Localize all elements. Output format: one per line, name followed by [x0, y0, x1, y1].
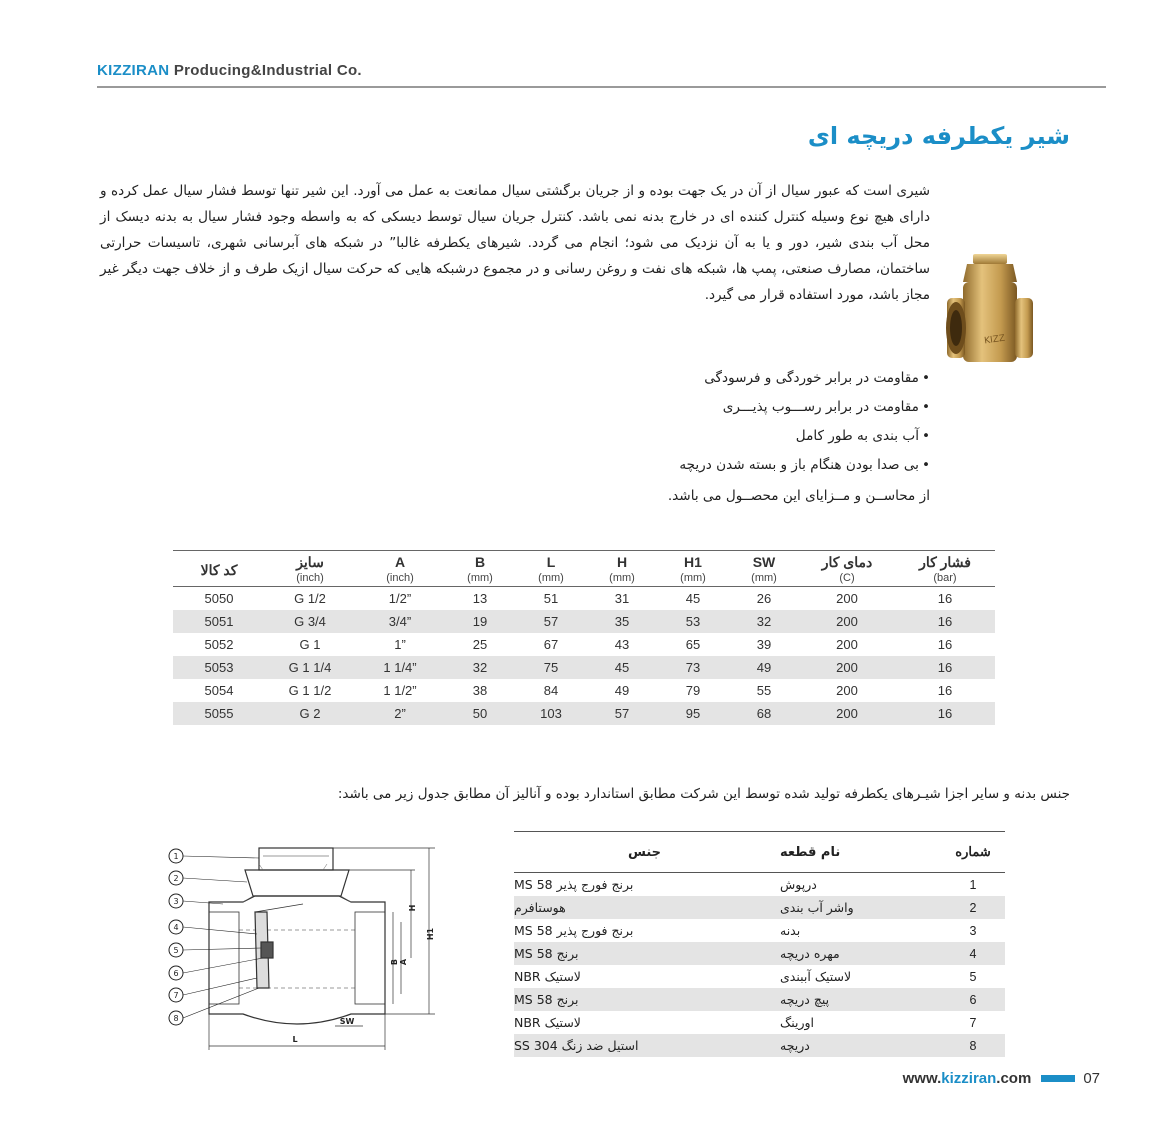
- page-footer: [903, 1070, 1100, 1087]
- table-cell: 200: [836, 683, 858, 698]
- callout-1: [169, 849, 259, 863]
- header-unit: (mm): [751, 572, 777, 584]
- table-cell: 5053: [173, 656, 265, 679]
- part-name: مهره دریچه: [776, 942, 941, 965]
- table-cell: 103: [515, 702, 587, 725]
- part-name: درپوش: [780, 877, 817, 892]
- table-cell: 57: [587, 702, 657, 725]
- feature-item: • مقاومت در برابر خوردگی و فرسودگی: [510, 364, 930, 393]
- url-prefix: www.: [902, 1070, 942, 1087]
- dim-sw-label: SW: [339, 1017, 355, 1026]
- table-row: [514, 988, 1005, 1011]
- part-name: واشر آب بندی: [776, 896, 941, 919]
- table-cell: 49: [729, 656, 799, 679]
- callout-5: [169, 943, 261, 957]
- header-unit: (C): [839, 572, 855, 584]
- table-cell: G 1 1/4: [265, 656, 355, 679]
- table-cell: 3/4”: [355, 610, 445, 633]
- header-label: دمای کار: [821, 554, 873, 570]
- part-number: 7: [969, 1015, 977, 1030]
- callout-number: 6: [173, 969, 179, 978]
- header-unit: (mm): [680, 572, 706, 584]
- dim-h1-label: H1: [426, 927, 435, 941]
- callout-number: 3: [173, 897, 179, 906]
- part-number: 2: [941, 896, 1005, 919]
- table-cell: 32: [445, 656, 515, 679]
- table-cell: 19: [445, 610, 515, 633]
- table-row: [173, 656, 995, 679]
- header-label: فشار کار: [919, 554, 971, 570]
- footer-accent-bar: [1041, 1075, 1075, 1082]
- col-header-size: [265, 551, 355, 587]
- parts-header-row: [514, 832, 1005, 873]
- col-header-a: [355, 551, 445, 587]
- table-cell: G 1 1/2: [288, 683, 332, 698]
- intro-paragraph: شیری است که عبور سیال از آن در یک جهت بوده و از جریان برگشتی سیال ممانعت به عمل می آورد. این شیر تنها توسط فشار سیال عمل کرده و دارای هیچ نوع وسیله کنترل کننده ای در خارج بدنه نمی باشد. کنترل جریان سیال توسط دیسکی که به واسطه وجود فشار سیال به بدنه دیسک از محل آب بندی شیر، دور و یا به آن نزدیک می شود؛ انجام می گردد. شیرهای یکطرفه غالبا” در شبکه های آبرسانی شهری، تاسیسات حرارتی ساختمان، مصارف صنعتی، پمپ ها، شبکه های نفت و روغن رسانی و در مجموع درشبکه هایی که حرکت سیال ازیک طرف و از خلاف جهت دیگر غیر مجاز باشد، مورد استفاده قرار می گیرد.: [100, 183, 930, 303]
- table-row: [173, 610, 995, 633]
- table-cell: 5054: [204, 683, 234, 698]
- col-header-h: [587, 551, 657, 587]
- col-header-material: جنس: [514, 832, 776, 873]
- table-row: [514, 942, 1005, 965]
- table-cell: 16: [937, 591, 953, 606]
- header-unit: (mm): [467, 572, 493, 584]
- col-header-l: [515, 551, 587, 587]
- table-cell: 200: [799, 610, 895, 633]
- callout-number: 8: [173, 1014, 179, 1023]
- feature-item: • بی صدا بودن هنگام باز و بسته شدن دریچه: [510, 451, 930, 480]
- table-cell: 39: [756, 637, 772, 652]
- table-cell: 79: [685, 683, 701, 698]
- table-cell: 75: [515, 656, 587, 679]
- table-cell: 95: [657, 702, 729, 725]
- table-cell: 200: [836, 637, 858, 652]
- table-cell: 57: [515, 610, 587, 633]
- table-cell: 26: [756, 591, 772, 606]
- table-row: [514, 896, 1005, 919]
- table-row: [514, 965, 1005, 988]
- table-cell: 16: [895, 656, 995, 679]
- table-cell: 1 1/4”: [355, 656, 445, 679]
- company-name: Producing&Industrial Co.: [169, 62, 362, 79]
- part-material: برنج فورج پذیر MS 58: [514, 923, 634, 938]
- table-cell: 16: [937, 637, 953, 652]
- header-label: کد کالا: [200, 562, 238, 578]
- feature-list: [510, 364, 930, 480]
- material-note: جنس بدنه و سایر اجزا شیـرهای یکطرفه تولید شده توسط این شرکت مطابق استاندارد بوده و آنالیز آن مطابق جدول زیر می باشد:: [337, 786, 1070, 802]
- table-cell: 1/2”: [388, 591, 412, 606]
- spec-table: [173, 550, 995, 725]
- part-material: لاستیک NBR: [514, 969, 581, 984]
- cap-outline: [259, 848, 333, 870]
- table-cell: 5055: [173, 702, 265, 725]
- col-header-part-name: نام قطعه: [776, 832, 941, 873]
- table-row: [173, 633, 995, 656]
- part-material: برنج فورج پذیر MS 58: [514, 877, 634, 892]
- part-name: پیچ دریچه: [776, 988, 941, 1011]
- part-number: 1: [969, 877, 977, 892]
- part-number: 8: [941, 1034, 1005, 1057]
- part-number: 5: [969, 969, 977, 984]
- svg-text:KIZZ: KIZZ: [983, 333, 1006, 347]
- table-row: [514, 1011, 1005, 1034]
- dim-b-label: B: [390, 958, 399, 966]
- brand-name: KIZZIRAN: [97, 62, 170, 79]
- company-header: [97, 62, 362, 79]
- col-header-number: شماره: [941, 832, 1005, 873]
- feature-item: • مقاومت در برابر رســـوب پذیـــری: [510, 393, 930, 422]
- callout-3: [169, 894, 223, 908]
- part-material: لاستیک NBR: [514, 1015, 581, 1030]
- dim-l-label: L: [292, 1035, 298, 1044]
- part-name: دریچه: [776, 1034, 941, 1057]
- table-cell: 5052: [204, 637, 234, 652]
- table-cell: 2”: [355, 702, 445, 725]
- table-row: [173, 702, 995, 725]
- table-cell: 51: [543, 591, 559, 606]
- url-brand: kizziran: [941, 1070, 997, 1087]
- part-number: 3: [969, 923, 977, 938]
- table-cell: 1 1/2”: [383, 683, 417, 698]
- table-cell: 32: [729, 610, 799, 633]
- table-cell: 200: [836, 591, 858, 606]
- table-cell: 200: [799, 702, 895, 725]
- part-material: برنج MS 58: [514, 988, 776, 1011]
- website-link[interactable]: [903, 1070, 1032, 1087]
- callout-number: 1: [173, 852, 179, 861]
- table-cell: 84: [543, 683, 559, 698]
- col-header-pressure: [895, 551, 995, 587]
- col-header-code: [173, 551, 265, 587]
- url-suffix: .com: [996, 1070, 1032, 1087]
- table-row: [514, 1034, 1005, 1057]
- table-cell: 68: [729, 702, 799, 725]
- table-cell: 43: [614, 637, 630, 652]
- col-header-b: [445, 551, 515, 587]
- table-cell: 67: [543, 637, 559, 652]
- table-cell: 5051: [173, 610, 265, 633]
- callout-2: [169, 871, 247, 885]
- part-name: اورینگ: [780, 1015, 814, 1030]
- part-material: هوستافرم: [514, 896, 776, 919]
- table-cell: 31: [614, 591, 630, 606]
- header-label: H1: [684, 554, 702, 570]
- parts-table: [514, 831, 1005, 1057]
- table-cell: 73: [657, 656, 729, 679]
- table-cell: 55: [756, 683, 772, 698]
- feature-item: • آب بندی به طور کامل: [510, 422, 930, 451]
- header-label: B: [474, 554, 486, 570]
- header-unit: (mm): [538, 572, 564, 584]
- header-label: L: [546, 554, 556, 570]
- bonnet-outline: [245, 870, 349, 896]
- callout-number: 5: [173, 946, 179, 955]
- table-cell: 38: [472, 683, 488, 698]
- valve-photo: [943, 250, 1035, 378]
- dim-a-label: A: [399, 958, 408, 966]
- callout-number: 2: [173, 874, 179, 883]
- part-number: 4: [941, 942, 1005, 965]
- table-cell: 16: [937, 683, 953, 698]
- callout-6: [169, 958, 263, 980]
- header-divider: [97, 86, 1106, 88]
- features-closing: از محاســن و مــزایای این محصــول می باشد.: [667, 488, 930, 504]
- page-number: 07: [1083, 1070, 1100, 1087]
- table-cell: 45: [587, 656, 657, 679]
- header-unit: (inch): [386, 572, 414, 584]
- table-cell: 65: [685, 637, 701, 652]
- table-cell: 16: [895, 702, 995, 725]
- table-cell: 13: [472, 591, 488, 606]
- table-cell: 53: [657, 610, 729, 633]
- table-cell: 200: [799, 656, 895, 679]
- part-material: برنج MS 58: [514, 942, 776, 965]
- header-label: SW: [752, 554, 776, 570]
- table-cell: 50: [445, 702, 515, 725]
- table-row: [173, 679, 995, 702]
- table-row: [514, 919, 1005, 942]
- header-label: سایز: [296, 554, 324, 570]
- part-number: 6: [941, 988, 1005, 1011]
- col-header-temp: [799, 551, 895, 587]
- part-name: بدنه: [780, 923, 801, 938]
- col-header-sw: [729, 551, 799, 587]
- callout-number: 4: [173, 923, 179, 932]
- part-material: استیل ضد زنگ SS 304: [514, 1034, 776, 1057]
- table-cell: 45: [685, 591, 701, 606]
- table-cell: 5050: [204, 591, 234, 606]
- header-unit: (inch): [296, 572, 324, 584]
- part-name: لاستیک آببندی: [780, 969, 852, 984]
- callout-7: [169, 978, 257, 1002]
- table-cell: 1”: [394, 637, 406, 652]
- col-header-h1: [657, 551, 729, 587]
- table-cell: G 1: [299, 637, 321, 652]
- page-title: شیر یکطرفه دریچه ای: [807, 122, 1070, 150]
- table-cell: G 1/2: [294, 591, 326, 606]
- table-row: [514, 873, 1005, 897]
- table-row: [173, 587, 995, 611]
- table-cell: 25: [472, 637, 488, 652]
- body-outline: [209, 896, 385, 1024]
- table-cell: 35: [587, 610, 657, 633]
- callout-number: 7: [173, 991, 179, 1000]
- table-cell: G 2: [265, 702, 355, 725]
- valve-section-diagram: [163, 838, 443, 1060]
- callout-4: [169, 920, 257, 934]
- header-label: H: [616, 554, 628, 570]
- header-label: A: [394, 554, 406, 570]
- header-unit: (bar): [933, 572, 957, 584]
- spec-header-row: [173, 551, 995, 587]
- dim-h-label: H: [408, 904, 417, 912]
- header-unit: (mm): [609, 572, 635, 584]
- table-cell: 49: [614, 683, 630, 698]
- table-cell: 16: [895, 610, 995, 633]
- table-cell: G 3/4: [265, 610, 355, 633]
